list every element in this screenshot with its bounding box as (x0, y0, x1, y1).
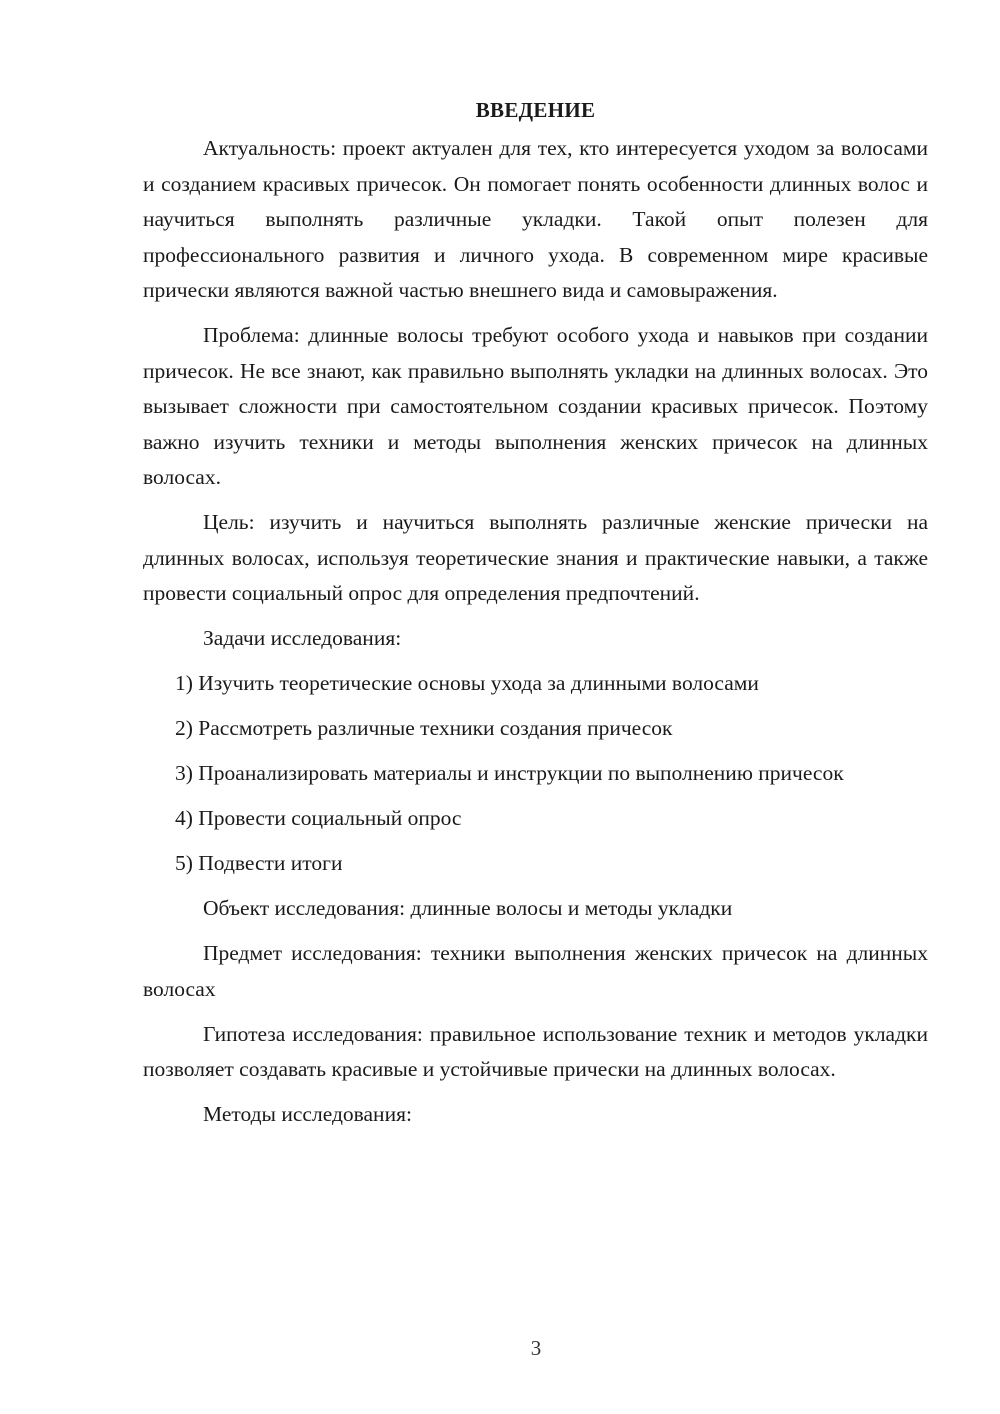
task-item-2: 2) Рассмотреть различные техники создания причесок (175, 716, 673, 740)
task-item-3: 3) Проанализировать материалы и инструкции по выполнению причесок (175, 761, 844, 785)
task-item-1: 1) Изучить теоретические основы ухода за длинными волосами (175, 671, 759, 695)
hypothesis-paragraph: Гипотеза исследования: правильное использование техник и методов укладки позволяет создавать красивые и устойчивые прически на длинных волосах. (143, 1021, 928, 1081)
object-paragraph: Объект исследования: длинные волосы и методы укладки (203, 896, 733, 920)
relevance-paragraph: Актуальность: проект актуален для тех, кто интересуется уходом за волосами и созданием красивых причесок. Он помогает понять особенности длинных волос и научиться выполнять различные укладки. Такой опыт полезен для профессионального развития и личного ухода. В современном мире красивые прически являются важной частью внешнего вида и самовыражения. (143, 136, 928, 302)
problem-paragraph: Проблема: длинные волосы требуют особого ухода и навыков при создании причесок. Не все знают, как правильно выполнять укладки на длинных волосах. Это вызывает сложности при самостоятельном создании красивых причесок. Поэтому важно изучить техники и методы выполнения женских причесок на длинных волосах. (143, 323, 928, 489)
document-page (143, 92, 928, 1133)
task-item-5: 5) Подвести итоги (175, 851, 343, 875)
page-title: ВВЕДЕНИЕ (475, 98, 596, 122)
tasks-heading: Задачи исследования: (203, 626, 402, 650)
goal-paragraph: Цель: изучить и научиться выполнять различные женские прически на длинных волосах, используя теоретические знания и практические навыки, а также провести социальный опрос для определения предпочтений. (143, 510, 928, 605)
page-number: 3 (530, 1336, 542, 1360)
subject-paragraph: Предмет исследования: техники выполнения женских причесок на длинных волосах (143, 941, 928, 1001)
task-item-4: 4) Провести социальный опрос (175, 806, 462, 830)
methods-heading: Методы исследования: (203, 1102, 412, 1126)
